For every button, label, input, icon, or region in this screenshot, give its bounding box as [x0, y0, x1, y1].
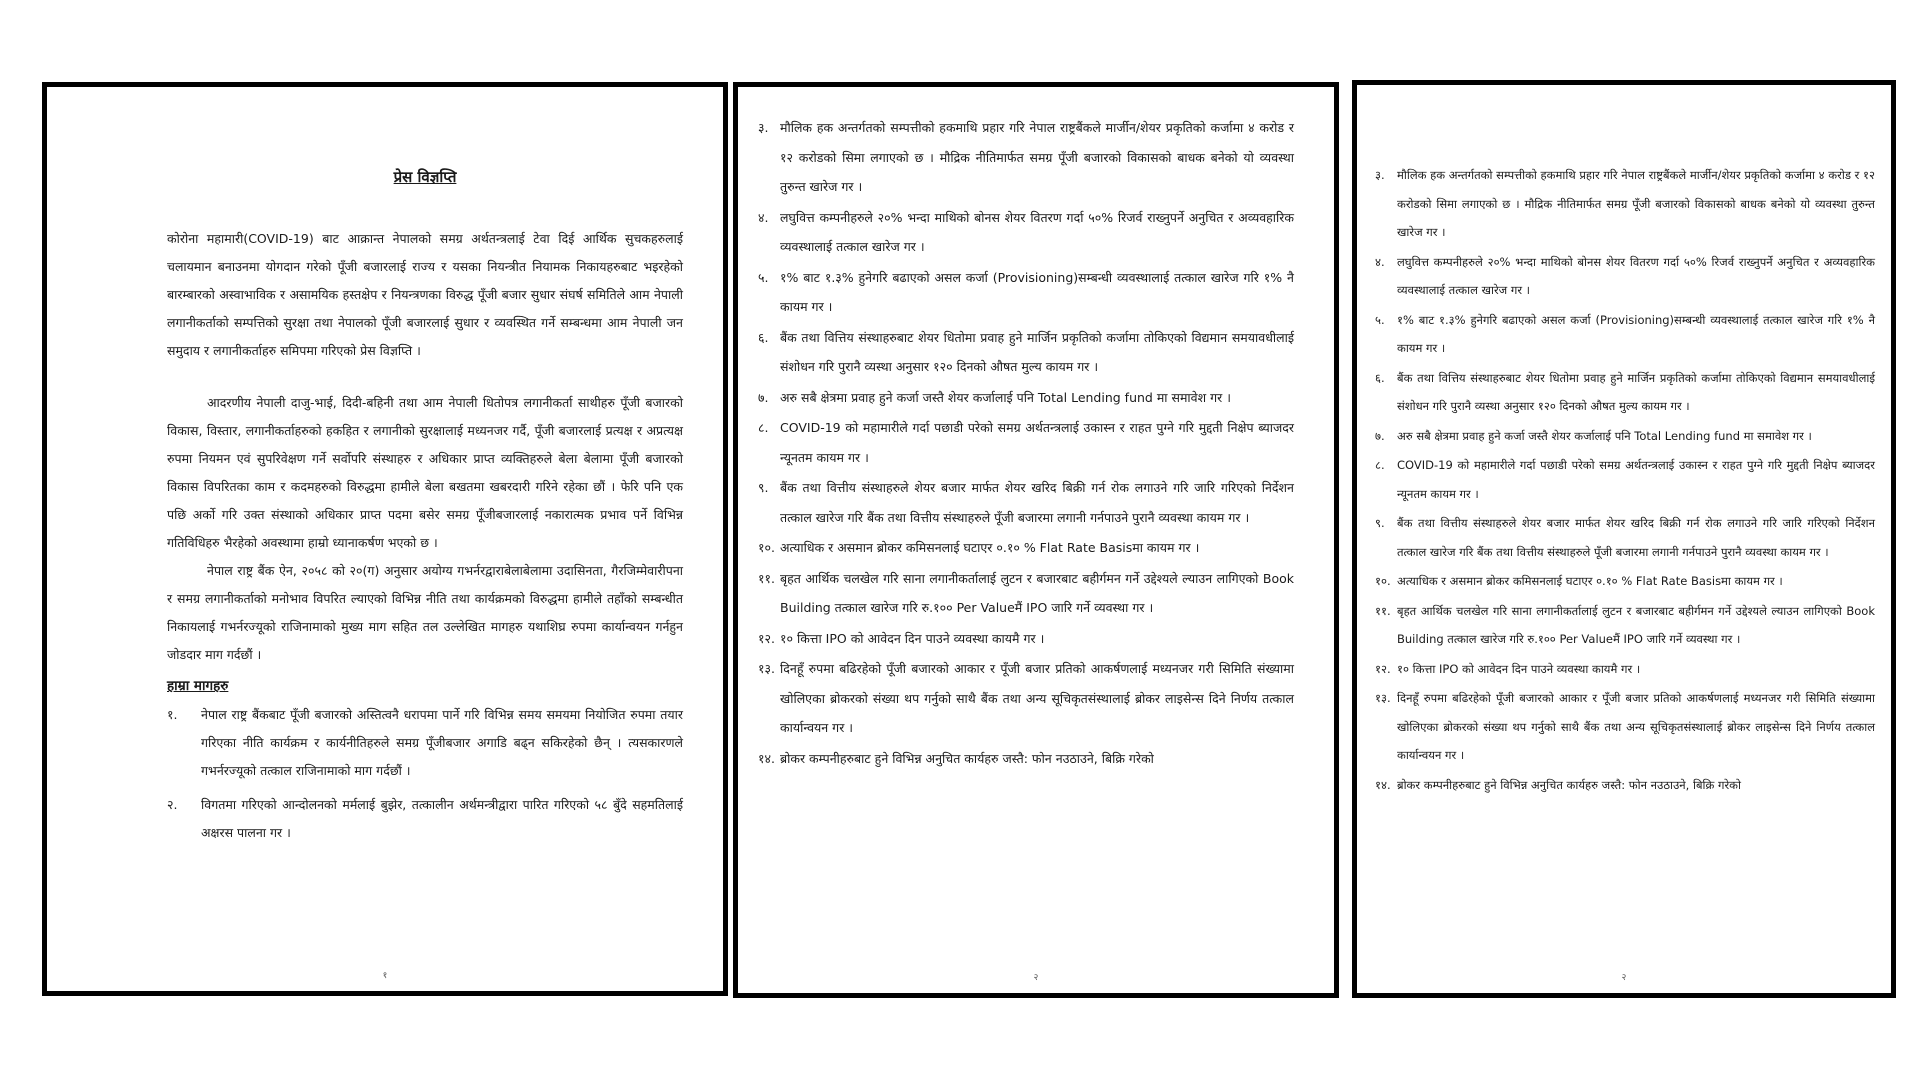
- list-item: [758, 744, 1294, 774]
- page-number: १: [382, 971, 388, 981]
- list-item: [758, 413, 1294, 472]
- list-item-text: COVID-19 को महामारीले गर्दा पछाडी परेको समग्र अर्थतन्त्रलाई उकास्न र राहत पुग्ने गरि मुद्दती निक्षेप ब्याजदर न्यूनतम कायम गर ।: [780, 420, 1294, 465]
- list-item-number: १३.: [758, 661, 775, 676]
- list-item-number: १२.: [1375, 661, 1391, 676]
- list-item-text: नेपाल राष्ट्र बैंकबाट पूँजी बजारको अस्तित्वनै धरापमा पार्ने गरि विभिन्न समय समयमा नियोजित रुपमा तयार गरिएका नीति कार्यक्रम र कार्यनीतिहरुले समग्र पूँजीबजार अगाडि बढ्न सकिरहेको छैन् । त्यसकारणले गभर्नरज्यूको तत्काल राजिनामाको माग गर्दछौं ।: [201, 707, 683, 778]
- list-item-text: बृहत आर्थिक चलखेल गरि साना लगानीकर्तालाई लुटन र बजारबाट बहीर्गमन गर्ने उद्देश्यले ल्याउन लागिएको Book Building तत्काल खारेज गरि रु.१०० Per Valueमैं IPO जारि गर्ने व्यवस्था गर ।: [780, 570, 1294, 615]
- list-item-text: ब्रोकर कम्पनीहरुबाट हुने विभिन्न अनुचित कार्यहरु जस्तै: फोन नउठाउने, बिक्रि गरेको: [1397, 777, 1741, 792]
- list-item: [1375, 451, 1875, 508]
- list-item-text: १% बाट १.३% हुनेगरि बढाएको असल कर्जा (Provisioning)सम्बन्धी व्यवस्थालाई तत्काल खारेज गरि १% नै कायम गर ।: [780, 269, 1294, 314]
- document-page-2: [733, 82, 1339, 998]
- list-item-number: ३.: [758, 120, 769, 135]
- list-item-number: ११.: [1375, 603, 1391, 618]
- list-item-text: बैंक तथा वित्तीय संस्थाहरुले शेयर बजार मार्फत शेयर खरिद बिक्री गर्न रोक लगाउने गरि जारि गरिएको निर्देशन तत्काल खारेज गरि बैंक तथा वित्तीय संस्थाहरुले पूँजी बजारमा लगानी गर्नपाउने पुरानै व्यवस्था कायम गर ।: [1397, 516, 1875, 559]
- page-number: २: [1621, 973, 1627, 983]
- page-title: प्रेस विज्ञप्ति: [393, 168, 457, 186]
- list-item-number: १४.: [758, 750, 775, 766]
- list-item: [1375, 422, 1875, 451]
- list-item-text: बैंक तथा वित्तिय संस्थाहरुबाट शेयर धितोमा प्रवाह हुने मार्जिन प्रकृतिको कर्जामा तोकिएको विद्यमान समयावधीलाई संशोधन गरि पुरानै व्यस्था अनुसार १२० दिनको औषत मुल्य कायम गर ।: [1397, 370, 1875, 413]
- list-item: [758, 654, 1294, 743]
- list-item-number: १०.: [1375, 574, 1391, 588]
- list-item-text: १० कित्ता IPO को आवेदन दिन पाउने व्यवस्था कायमै गर ।: [1397, 661, 1641, 676]
- list-item: [758, 624, 1294, 654]
- list-item: [758, 203, 1294, 262]
- list-item-text: अरु सबै क्षेत्रमा प्रवाह हुने कर्जा जस्तै शेयर कर्जालाई पनि Total Lending fund मा समावेश गर ।: [1397, 428, 1812, 443]
- list-item: [1375, 306, 1875, 363]
- demands-list: [167, 701, 683, 847]
- document-page-1: [42, 82, 728, 996]
- list-item-text: १० कित्ता IPO को आवेदन दिन पाउने व्यवस्था कायमै गर ।: [780, 630, 1045, 646]
- list-item-number: २.: [167, 797, 178, 812]
- list-item: [1375, 771, 1875, 800]
- list-item-text: अत्याधिक र असमान ब्रोकर कमिसनलाई घटाएर ०.१० % Flat Rate Basisमा कायम गर ।: [1397, 574, 1783, 588]
- list-item: [167, 791, 683, 847]
- list-item-text: बैंक तथा वित्तीय संस्थाहरुले शेयर बजार मार्फत शेयर खरिद बिक्री गर्न रोक लगाउने गरि जारि गरिएको निर्देशन तत्काल खारेज गरि बैंक तथा वित्तीय संस्थाहरुले पूँजी बजारमा लगानी गर्नपाउने पुरानै व्यवस्था कायम गर ।: [780, 480, 1294, 525]
- list-item-number: ११.: [758, 570, 775, 586]
- list-item: [167, 701, 683, 785]
- list-item: [1375, 567, 1875, 596]
- body-paragraph-2: नेपाल राष्ट्र बैंक ऐन, २०५८ को २०(ग) अनुसार अयोग्य गभर्नरद्वाराबेलाबेलामा उदासिनता, गैरजिम्मेवारीपना र समग्र लगानीकर्ताको मनोभाव विपरित ल्याएको विभिन्न नीति तथा कार्यक्रमको विरुद्धमा हामीले तहाँको सम्बन्धीत निकायलाई गभर्नरज्यूको राजिनामाको मुख्य माग सहित तल उल्लेखित मागहरु यथाशिघ्र रुपमा कार्यान्वयन गर्नहुन जोडदार माग गर्दछौं ।: [167, 563, 683, 662]
- list-item: [1375, 684, 1875, 770]
- list-item-number: १२.: [758, 630, 775, 646]
- list-item: [758, 263, 1294, 322]
- list-item-text: अत्याधिक र असमान ब्रोकर कमिसनलाई घटाएर ०.१० % Flat Rate Basisमा कायम गर ।: [780, 540, 1200, 555]
- list-item-text: बृहत आर्थिक चलखेल गरि साना लगानीकर्तालाई लुटन र बजारबाट बहीर्गमन गर्ने उद्देश्यले ल्याउन लागिएको Book Building तत्काल खारेज गरि रु.१०० Per Valueमैं IPO जारि गर्ने व्यवस्था गर ।: [1397, 603, 1875, 646]
- list-item-text: लघुवित्त कम्पनीहरुले २०% भन्दा माथिको बोनस शेयर वितरण गर्दा ५०% रिजर्व राख्नुपर्ने अनुचित र अव्यवहारिक व्यवस्थालाई तत्काल खारेज गर ।: [1397, 254, 1875, 297]
- demands-list: [758, 113, 1294, 773]
- list-item-text: १% बाट १.३% हुनेगरि बढाएको असल कर्जा (Provisioning)सम्बन्धी व्यवस्थालाई तत्काल खारेज गरि १% नै कायम गर ।: [1397, 312, 1875, 355]
- list-item: [1375, 655, 1875, 684]
- list-item-text: ब्रोकर कम्पनीहरुबाट हुने विभिन्न अनुचित कार्यहरु जस्तै: फोन नउठाउने, बिक्रि गरेको: [780, 750, 1154, 766]
- list-item-number: ७.: [758, 389, 769, 405]
- list-item-number: ४.: [1375, 254, 1385, 269]
- demands-list: [1375, 161, 1875, 799]
- list-item-number: १.: [167, 707, 178, 722]
- list-item-number: ८.: [758, 420, 769, 435]
- list-item-text: दिनहूँ रुपमा बढिरहेको पूँजी बजारको आकार र पूँजी बजार प्रतिको आकर्षणलाई मध्यनजर गरी सिमिति संख्यामा खोलिएका ब्रोकरको संख्या थप गर्नुको साथै बैंक तथा अन्य सूचिकृतसंस्थालाई ब्रोकर लाइसेन्स दिने निर्णय तत्काल कार्यान्वयन गर ।: [780, 661, 1294, 735]
- list-item-text: दिनहूँ रुपमा बढिरहेको पूँजी बजारको आकार र पूँजी बजार प्रतिको आकर्षणलाई मध्यनजर गरी सिमिति संख्यामा खोलिएका ब्रोकरको संख्या थप गर्नुको साथै बैंक तथा अन्य सूचिकृतसंस्थालाई ब्रोकर लाइसेन्स दिने निर्णय तत्काल कार्यान्वयन गर ।: [1397, 691, 1875, 762]
- intro-paragraph: कोरोना महामारी(COVID-19) बाट आक्रान्त नेपालको समग्र अर्थतन्त्रलाई टेवा दिई आर्थिक सुचकहरुलाई चलायमान बनाउनमा योगदान गरेको पूँजी बजारलाई राज्य र यसका नियन्त्रीत नियामक निकायहरुबाट भइरहेको बारम्बारको अस्वाभाविक र असामयिक हस्तक्षेप र नियन्त्रणका विरुद्ध पूँजी बजार सुधार संघर्ष समितिले आम नेपाली लगानीकर्ताको सम्पत्तिको सुरक्षा तथा नेपालको पूँजी बजारलाई सुधार र व्यवस्थित गर्ने सम्बन्धमा आम नेपाली जन समुदाय र लगानीकर्ताहरु समिपमा गरिएको प्रेस विज्ञप्ति ।: [167, 231, 683, 358]
- list-item-number: १३.: [1375, 691, 1391, 705]
- list-item: [1375, 161, 1875, 247]
- list-item-text: मौलिक हक अन्तर्गतको सम्पत्तीको हकमाथि प्रहार गरि नेपाल राष्ट्रबैंकले मार्जीन/शेयर प्रकृतिको कर्जामा ४ करोड र १२ करोडको सिमा लगाएको छ । मौद्रिक नीतिमार्फत समग्र पूँजी बजारको विकासको बाधक बनेको यो व्यवस्था तुरुन्त खारेज गर ।: [1397, 168, 1875, 239]
- list-item-text: विगतमा गरिएको आन्दोलनको मर्मलाई बुझेर, तत्कालीन अर्थमन्त्रीद्वारा पारित गरिएको ५८ बुँदे सहमतिलाई अक्षरस पालना गर ।: [201, 797, 683, 840]
- list-item-number: १४.: [1375, 777, 1391, 792]
- list-item: [1375, 248, 1875, 305]
- list-item-text: मौलिक हक अन्तर्गतको सम्पत्तीको हकमाथि प्रहार गरि नेपाल राष्ट्रबैंकले मार्जीन/शेयर प्रकृतिको कर्जामा ४ करोड र १२ करोडको सिमा लगाएको छ । मौद्रिक नीतिमार्फत समग्र पूँजी बजारको विकासको बाधक बनेको यो व्यवस्था तुरुन्त खारेज गर ।: [780, 120, 1294, 194]
- list-item: [758, 533, 1294, 563]
- list-item-number: ६.: [1375, 370, 1385, 385]
- list-item-number: ९.: [758, 480, 769, 495]
- list-item-text: बैंक तथा वित्तिय संस्थाहरुबाट शेयर धितोमा प्रवाह हुने मार्जिन प्रकृतिको कर्जामा तोकिएको विद्यमान समयावधीलाई संशोधन गरि पुरानै व्यस्था अनुसार १२० दिनको औषत मुल्य कायम गर ।: [780, 329, 1294, 374]
- list-item-text: COVID-19 को महामारीले गर्दा पछाडी परेको समग्र अर्थतन्त्रलाई उकास्न र राहत पुग्ने गरि मुद्दती निक्षेप ब्याजदर न्यूनतम कायम गर ।: [1397, 458, 1875, 501]
- list-item-text: अरु सबै क्षेत्रमा प्रवाह हुने कर्जा जस्तै शेयर कर्जालाई पनि Total Lending fund मा समावेश गर ।: [780, 389, 1231, 405]
- list-item-number: १०.: [758, 540, 775, 555]
- list-item-number: ३.: [1375, 168, 1385, 182]
- list-item-number: ५.: [758, 269, 769, 285]
- list-item-number: ९.: [1375, 516, 1385, 530]
- list-item: [758, 323, 1294, 382]
- list-item-text: लघुवित्त कम्पनीहरुले २०% भन्दा माथिको बोनस शेयर वितरण गर्दा ५०% रिजर्व राख्नुपर्ने अनुचित र अव्यवहारिक व्यवस्थालाई तत्काल खारेज गर ।: [780, 209, 1294, 254]
- list-item-number: ४.: [758, 209, 769, 225]
- list-item: [1375, 364, 1875, 421]
- list-item-number: ५.: [1375, 312, 1385, 327]
- list-item: [1375, 509, 1875, 566]
- body-paragraph-1: आदरणीय नेपाली दाजु-भाई, दिदी-बहिनी तथा आम नेपाली धितोपत्र लगानीकर्ता साथीहरु पूँजी बजारको विकास, विस्तार, लगानीकर्ताहरुको हकहित र लगानीको सुरक्षालाई मध्यनजर गर्दै, पूँजी बजारलाई प्रत्यक्ष र अप्रत्यक्ष रुपमा नियमन एवं सुपरिवेक्षण गर्ने सर्वोपरि संस्थाहरु र अधिकार प्राप्त व्यक्तिहरुले बेला बेलामा पूँजी बजारको विकास विपरितका काम र कदमहरुको विरुद्धमा हामीले बेला बखतमा खबरदारी गरिने रहेका छौं । फेरि पनि एक पछि अर्को गरि उक्त संस्थाको अधिकार प्राप्त पदमा बसेर समग्र पूँजीबजारलाई नकारात्मक प्रभाव पर्ने विभिन्न गतिविधिहरु भैरहेको अवस्थामा हाम्रो ध्यानाकर्षण भएको छ ।: [167, 395, 683, 550]
- list-item: [758, 473, 1294, 532]
- list-item-number: ८.: [1375, 458, 1385, 472]
- list-item: [758, 113, 1294, 202]
- list-item-number: ६.: [758, 329, 769, 345]
- list-item: [758, 564, 1294, 623]
- demands-heading: हाम्रा मागहरु: [167, 678, 229, 694]
- document-page-3: [1352, 80, 1896, 998]
- list-item: [758, 383, 1294, 413]
- list-item: [1375, 597, 1875, 654]
- page-number: २: [1033, 973, 1039, 983]
- list-item-number: ७.: [1375, 428, 1385, 443]
